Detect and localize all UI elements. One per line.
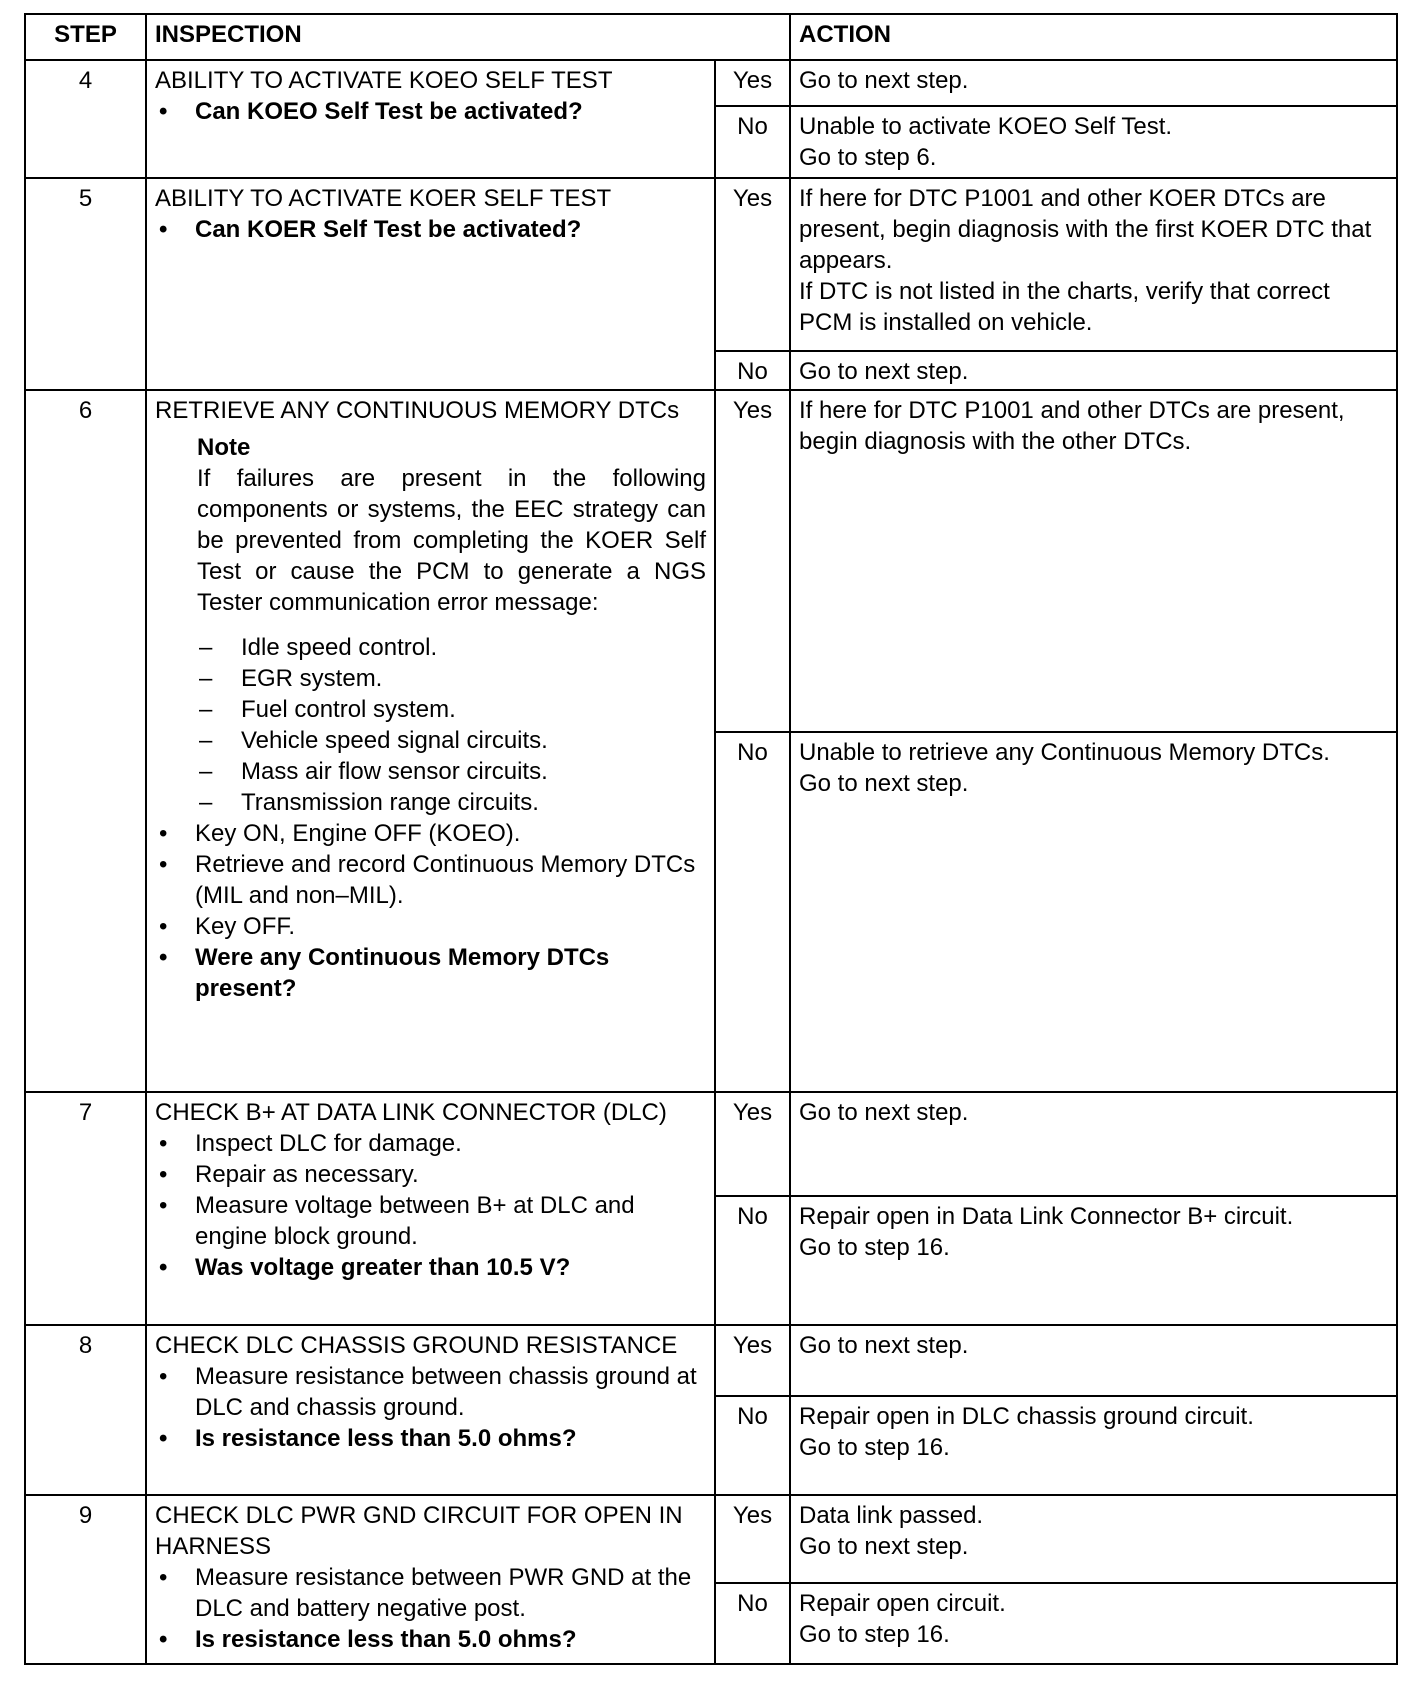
step-number: 8 bbox=[24, 1324, 147, 1496]
header-inspection: INSPECTION bbox=[145, 13, 791, 61]
bullet-item: • Measure voltage between B+ at DLC and engine block ground. bbox=[155, 1190, 706, 1252]
bullet-item: • Is resistance less than 5.0 ohms? bbox=[155, 1423, 706, 1454]
action-no bbox=[789, 1395, 1398, 1496]
action-text: Go to step 16. bbox=[799, 1234, 950, 1261]
header-action: ACTION bbox=[789, 13, 1398, 61]
action-no bbox=[789, 105, 1398, 179]
no-label: No bbox=[714, 1395, 791, 1496]
dash-item: – Fuel control system. bbox=[155, 694, 706, 725]
step-number: 7 bbox=[24, 1091, 147, 1326]
dash-item: – Transmission range circuits. bbox=[155, 787, 706, 818]
action-yes bbox=[789, 389, 1398, 733]
inspection-title: CHECK DLC PWR GND CIRCUIT FOR OPEN IN HARNESS bbox=[155, 1502, 683, 1560]
no-label: No bbox=[714, 731, 791, 1093]
action-no bbox=[789, 1195, 1398, 1326]
action-text: Go to next step. bbox=[799, 358, 969, 385]
note-block bbox=[155, 432, 706, 618]
inspection-title: RETRIEVE ANY CONTINUOUS MEMORY DTCs bbox=[155, 397, 680, 424]
dash-item: – Mass air flow sensor circuits. bbox=[155, 756, 706, 787]
yes-label: Yes bbox=[714, 1324, 791, 1397]
bullet-item: • Can KOEO Self Test be activated? bbox=[155, 96, 706, 127]
yes-label: Yes bbox=[714, 1494, 791, 1584]
no-label: No bbox=[714, 1582, 791, 1665]
bullet-item: • Inspect DLC for damage. bbox=[155, 1128, 706, 1159]
action-no bbox=[789, 350, 1398, 391]
action-text: If here for DTC P1001 and other KOER DTCs are present, begin diagnosis with the first KOER DTC that appears. bbox=[799, 185, 1372, 274]
yes-label: Yes bbox=[714, 59, 791, 107]
bullet-item: • Key ON, Engine OFF (KOEO). bbox=[155, 818, 706, 849]
step-number: 9 bbox=[24, 1494, 147, 1665]
action-no bbox=[789, 1582, 1398, 1665]
no-label: No bbox=[714, 350, 791, 391]
action-text: Repair open in Data Link Connector B+ circuit. bbox=[799, 1203, 1294, 1230]
action-text: Data link passed. bbox=[799, 1502, 984, 1529]
bullet-item: • Retrieve and record Continuous Memory DTCs (MIL and non–MIL). bbox=[155, 849, 706, 911]
bullet-item: • Measure resistance between chassis ground at DLC and chassis ground. bbox=[155, 1361, 706, 1423]
action-yes bbox=[789, 1494, 1398, 1584]
yes-label: Yes bbox=[714, 389, 791, 733]
bullet-item: • Was voltage greater than 10.5 V? bbox=[155, 1252, 706, 1283]
bullet-item: • Is resistance less than 5.0 ohms? bbox=[155, 1624, 706, 1655]
inspection-title: ABILITY TO ACTIVATE KOER SELF TEST bbox=[155, 185, 612, 212]
action-text: Repair open in DLC chassis ground circuit. bbox=[799, 1403, 1254, 1430]
inspection-cell bbox=[145, 1494, 716, 1665]
note-title: Note bbox=[197, 434, 251, 461]
bullet-item: • Measure resistance between PWR GND at the DLC and battery negative post. bbox=[155, 1562, 706, 1624]
no-label: No bbox=[714, 1195, 791, 1326]
bullet-item: • Can KOER Self Test be activated? bbox=[155, 214, 706, 245]
bullet-list bbox=[155, 214, 706, 245]
inspection-title: CHECK B+ AT DATA LINK CONNECTOR (DLC) bbox=[155, 1099, 667, 1126]
bullet-list bbox=[155, 1128, 706, 1283]
action-yes bbox=[789, 177, 1398, 352]
action-no bbox=[789, 731, 1398, 1093]
yes-label: Yes bbox=[714, 177, 791, 352]
action-text: Go to step 16. bbox=[799, 1434, 950, 1461]
action-yes bbox=[789, 59, 1398, 107]
action-text: Go to next step. bbox=[799, 1533, 969, 1560]
inspection-cell bbox=[145, 177, 716, 391]
bullet-list bbox=[155, 1562, 706, 1655]
action-text: Go to next step. bbox=[799, 1332, 969, 1359]
inspection-cell bbox=[145, 1324, 716, 1496]
bullet-item: • Repair as necessary. bbox=[155, 1159, 706, 1190]
action-text: If DTC is not listed in the charts, verify that correct PCM is installed on vehicle. bbox=[799, 278, 1330, 336]
spacer bbox=[155, 618, 706, 632]
dash-item: – Idle speed control. bbox=[155, 632, 706, 663]
action-text: Go to next step. bbox=[799, 1099, 969, 1126]
step-number: 5 bbox=[24, 177, 147, 391]
action-text: Go to step 6. bbox=[799, 144, 937, 171]
action-text: Unable to retrieve any Continuous Memory DTCs. bbox=[799, 739, 1330, 766]
action-text: If here for DTC P1001 and other DTCs are present, begin diagnosis with the other DTCs. bbox=[799, 397, 1345, 455]
bullet-list bbox=[155, 1361, 706, 1454]
action-yes bbox=[789, 1324, 1398, 1397]
step-number: 6 bbox=[24, 389, 147, 1093]
dash-list bbox=[155, 632, 706, 818]
action-text: Unable to activate KOEO Self Test. bbox=[799, 113, 1173, 140]
inspection-title: ABILITY TO ACTIVATE KOEO SELF TEST bbox=[155, 67, 613, 94]
inspection-title: CHECK DLC CHASSIS GROUND RESISTANCE bbox=[155, 1332, 678, 1359]
inspection-cell bbox=[145, 1091, 716, 1326]
bullet-item: • Were any Continuous Memory DTCs present? bbox=[155, 942, 706, 1004]
inspection-cell bbox=[145, 59, 716, 179]
bullet-item: • Key OFF. bbox=[155, 911, 706, 942]
no-label: No bbox=[714, 105, 791, 179]
bullet-list bbox=[155, 96, 706, 127]
dash-item: – EGR system. bbox=[155, 663, 706, 694]
step-number: 4 bbox=[24, 59, 147, 179]
action-text: Go to next step. bbox=[799, 770, 969, 797]
bullet-list bbox=[155, 818, 706, 1004]
dash-item: – Vehicle speed signal circuits. bbox=[155, 725, 706, 756]
action-text: Repair open circuit. bbox=[799, 1590, 1006, 1617]
inspection-cell bbox=[145, 389, 716, 1093]
note-text: If failures are present in the following components or systems, the EEC strategy can be prevented from completing the KOER Self Test or cause the PCM to generate a NGS Tester communication error message: bbox=[197, 465, 706, 616]
action-text: Go to step 16. bbox=[799, 1621, 950, 1648]
action-yes bbox=[789, 1091, 1398, 1197]
action-text: Go to next step. bbox=[799, 67, 969, 94]
header-step: STEP bbox=[24, 13, 147, 61]
yes-label: Yes bbox=[714, 1091, 791, 1197]
